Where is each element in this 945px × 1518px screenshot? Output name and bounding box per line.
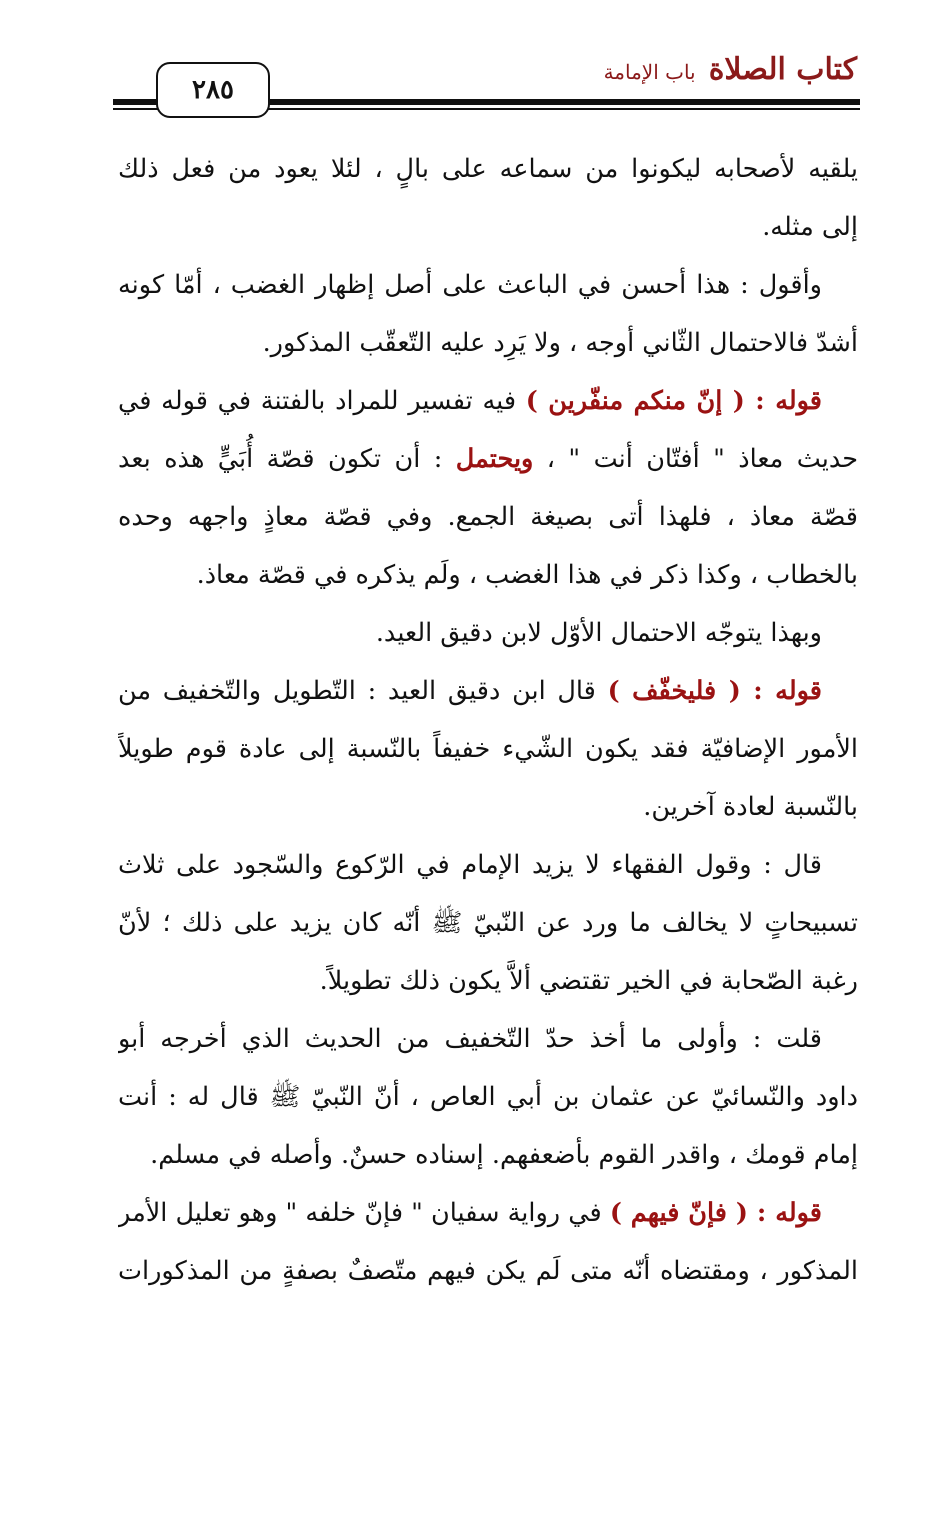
- text-line: [118, 314, 858, 372]
- text-line: [118, 546, 858, 604]
- line-text: : أن تكون قصّة أُبَيٍّ هذه بعد: [118, 444, 456, 474]
- page-number-box: [156, 62, 270, 118]
- line-text: حديث معاذ " أفتّان أنت " ،: [533, 444, 858, 474]
- body-text: [118, 140, 858, 1300]
- text-line: [118, 836, 858, 894]
- text-line: [118, 952, 858, 1010]
- line-text: وأقول : هذا أحسن في الباعث على أصل إظهار الغضب ، أمّا كونه: [118, 270, 822, 300]
- highlighted-word: ويحتمل: [455, 444, 534, 474]
- line-text: فيه تفسير للمراد بالفتنة في قوله في: [118, 386, 526, 416]
- line-text: رغبة الصّحابة في الخير تقتضي ألاَّ يكون ذلك تطويلاً.: [319, 966, 858, 996]
- page-number: ٢٨٥: [192, 75, 234, 105]
- line-text: قصّة معاذ ، فلهذا أتى بصيغة الجمع. وفي قصّة معاذٍ واجهه وحده: [118, 502, 858, 532]
- line-text: يلقيه لأصحابه ليكونوا من سماعه على بالٍ ، لئلا يعود من فعل ذلك: [118, 154, 858, 184]
- text-line: [118, 372, 858, 430]
- text-line: [118, 1126, 858, 1184]
- line-text: الأمور الإضافيّة فقد يكون الشّيء خفيفاً بالنّسبة إلى عادة قوم طويلاً: [118, 734, 858, 764]
- text-line: [118, 1068, 858, 1126]
- lemma-heading: قوله : ( إنّ منكم منفّرين ): [525, 386, 822, 416]
- lemma-heading: قوله : ( فليخفّف ): [607, 676, 822, 706]
- line-text: قال : وقول الفقهاء لا يزيد الإمام في الرّكوع والسّجود على ثلاث: [118, 850, 822, 880]
- line-text: بالخطاب ، وكذا ذكر في هذا الغضب ، ولَم يذكره في قصّة معاذ.: [196, 560, 858, 590]
- line-text: إمام قومك ، واقدر القوم بأضعفهم. إسناده حسنٌ. وأصله في مسلم.: [150, 1140, 858, 1170]
- page-header: [0, 0, 945, 125]
- text-line: [118, 256, 858, 314]
- text-line: [118, 198, 858, 256]
- chapter-title: باب الإمامة: [603, 60, 696, 84]
- text-line: [118, 1242, 858, 1300]
- line-text: إلى مثله.: [762, 212, 858, 242]
- lemma-heading: قوله : ( فإنّ فيهم ): [609, 1198, 822, 1228]
- text-line: [118, 1010, 858, 1068]
- line-text: قلت : وأولى ما أخذ حدّ التّخفيف من الحديث الذي أخرجه أبو: [118, 1024, 822, 1054]
- text-line: [118, 720, 858, 778]
- line-text: تسبيحاتٍ لا يخالف ما ورد عن النّبيّ ﷺ أنّه كان يزيد على ذلك ؛ لأنّ: [118, 908, 858, 938]
- running-title: [604, 52, 857, 87]
- text-line: [118, 430, 858, 488]
- text-line: [118, 662, 858, 720]
- text-line: [118, 894, 858, 952]
- text-line: [118, 604, 858, 662]
- text-line: [118, 140, 858, 198]
- text-line: [118, 1184, 858, 1242]
- line-text: داود والنّسائيّ عن عثمان بن أبي العاص ، أنّ النّبيّ ﷺ قال له : أنت: [118, 1082, 858, 1112]
- line-text: بالنّسبة لعادة آخرين.: [643, 792, 858, 822]
- line-text: وبهذا يتوجّه الاحتمال الأوّل لابن دقيق العيد.: [375, 618, 822, 648]
- line-text: المذكور ، ومقتضاه أنّه متى لَم يكن فيهم متّصفٌ بصفةٍ من المذكورات: [118, 1256, 858, 1286]
- text-line: [118, 778, 858, 836]
- line-text: أشدّ فالاحتمال الثّاني أوجه ، ولا يَرِد عليه التّعقّب المذكور.: [262, 328, 858, 358]
- line-text: قال ابن دقيق العيد : التّطويل والتّخفيف من: [118, 676, 608, 706]
- book-title: كتاب الصلاة: [708, 52, 857, 87]
- text-line: [118, 488, 858, 546]
- line-text: في رواية سفيان " فإنّ خلفه " وهو تعليل الأمر: [118, 1198, 610, 1228]
